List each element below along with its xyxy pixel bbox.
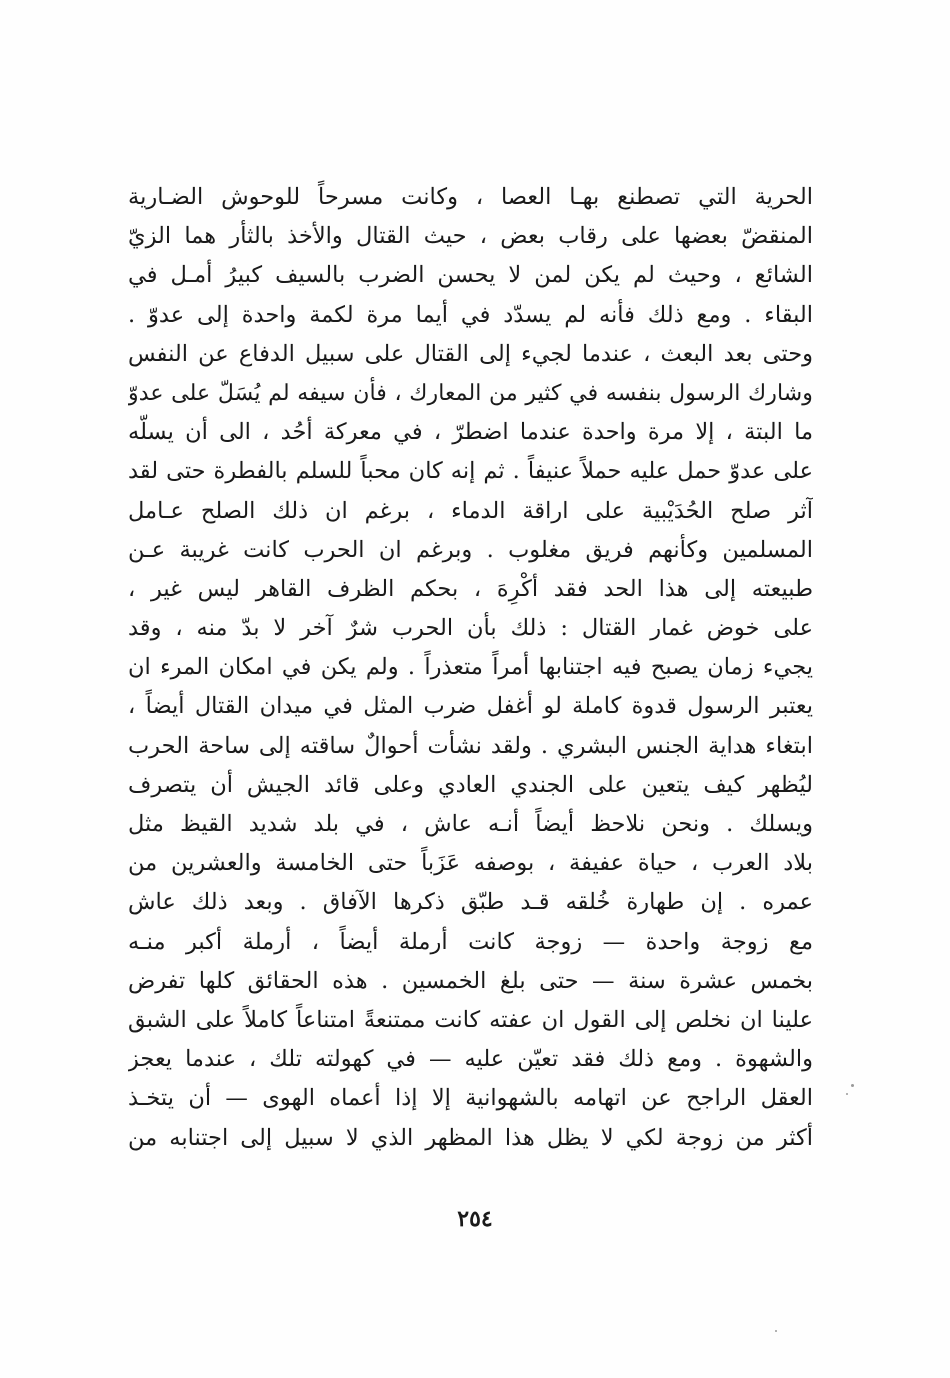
text-line: وحتى بعد البعث ، عندما لجيء إلى القتال على سبيل الدفاع عن النفس: [128, 340, 813, 367]
text-line: المنقضّ بعضها على رقاب بعض ، حيث القتال والأخذ بالثأر هما الزيّ: [128, 223, 813, 250]
text-line: عمره . إن طهارة خُلقه قـد طبّق ذكرها الآفاق . وبعد ذلك عاش: [128, 889, 813, 916]
text-line: آثر صلح الحُدَيْبية على اراقة الدماء ، برغم ان ذلك الصلح عـامل: [128, 497, 813, 524]
text-line: بلاد العرب ، حياة عفيفة ، بوصفه عَزَباً حتى الخامسة والعشرين من: [128, 850, 813, 877]
text-line: المسلمين وكأنهم فريق مغلوب . وبرغم ان الحرب كانت غريبة عـن: [128, 536, 813, 563]
scan-speck: [846, 1093, 848, 1095]
page-number: ٢٥٤: [457, 1206, 493, 1232]
text-line: علينا ان نخلص إلى القول ان عفته كانت ممتنعةً امتناعاً كاملاً على الشبق: [128, 1006, 813, 1033]
text-line: ويسلك . ونحن نلاحظ أيضاً أنـه عاش ، في بلد شديد القيظ مثل: [128, 811, 813, 837]
text-line: يعتبر الرسول قدوة كاملة لو أغفل ضرب المثل في ميدان القتال أيضاً ،: [128, 693, 813, 720]
text-line: طبيعته إلى هذا الحد فقد أكْرِهَ ، بحكم الظرف القاهر ليس غير ،: [128, 575, 813, 602]
text-line: ما البتة ، إلا مرة واحدة عندما اضطرّ ، في معركة أحُد ، الى أن يسلّه: [128, 419, 813, 446]
scan-speck: [775, 1330, 777, 1332]
text-line: البقاء . ومع ذلك فأنه لم يسدّد في أيما مرة لكمة واحدة إلى عدوّ .: [128, 301, 813, 328]
text-line: ابتغاء هداية الجنس البشري . ولقد نشأت أحوالٌ ساقته إلى ساحة الحرب: [128, 732, 813, 759]
text-line: بخمس عشرة سنة — حتى بلغ الخمسين . هذه الحقائق كلها تفرض: [128, 967, 813, 994]
text-line: على عدوّ حمل عليه حملاً عنيفاً . ثم إنه كان محباً للسلم بالفطرة حتى لقد: [128, 458, 813, 485]
text-line: والشهوة . ومع ذلك فقد تعيّن عليه — في كهولته تلك ، عندما يعجز: [128, 1046, 813, 1073]
body-text: [128, 178, 813, 1158]
text-line: يجيء زمان يصبح فيه اجتنابها أمراً متعذراً . ولم يكن في امكان المرء ان: [128, 654, 813, 681]
text-line: العقل الراجح عن اتهامه بالشهوانية إلا إذا أعماه الهوى — أن يتخـذ: [128, 1085, 813, 1112]
text-line: الشائع ، وحيث لم يكن لمن لا يحسن الضرب بالسيف كبيرُ أمـل في: [128, 262, 813, 289]
text-line: على خوض غمار القتال : ذلك بأن الحرب شرٌ آخر لا بدّ منه ، وقد: [128, 615, 813, 642]
text-line: وشارك الرسول بنفسه في كثير من المعارك ، فأن سيفه لم يُسَلّ على عدوّ: [128, 379, 813, 406]
text-line: الحرية التي تصطنع بهـا العصا ، وكانت مسرحاً للوحوش الضـارية: [128, 184, 813, 210]
text-line: ليُظهر كيف يتعين على الجندي العادي وعلى قائد الجيش أن يتصرف: [128, 771, 813, 798]
text-line: مع زوجة واحدة — زوجة كانت أرملة أيضاً ، أرملة أكبر منـه: [128, 928, 813, 955]
text-line: أكثر من زوجة لكي لا يظل هذا المظهر الذي لا سبيل إلى اجتنابه من: [128, 1124, 813, 1151]
scan-speck: [851, 1084, 854, 1087]
